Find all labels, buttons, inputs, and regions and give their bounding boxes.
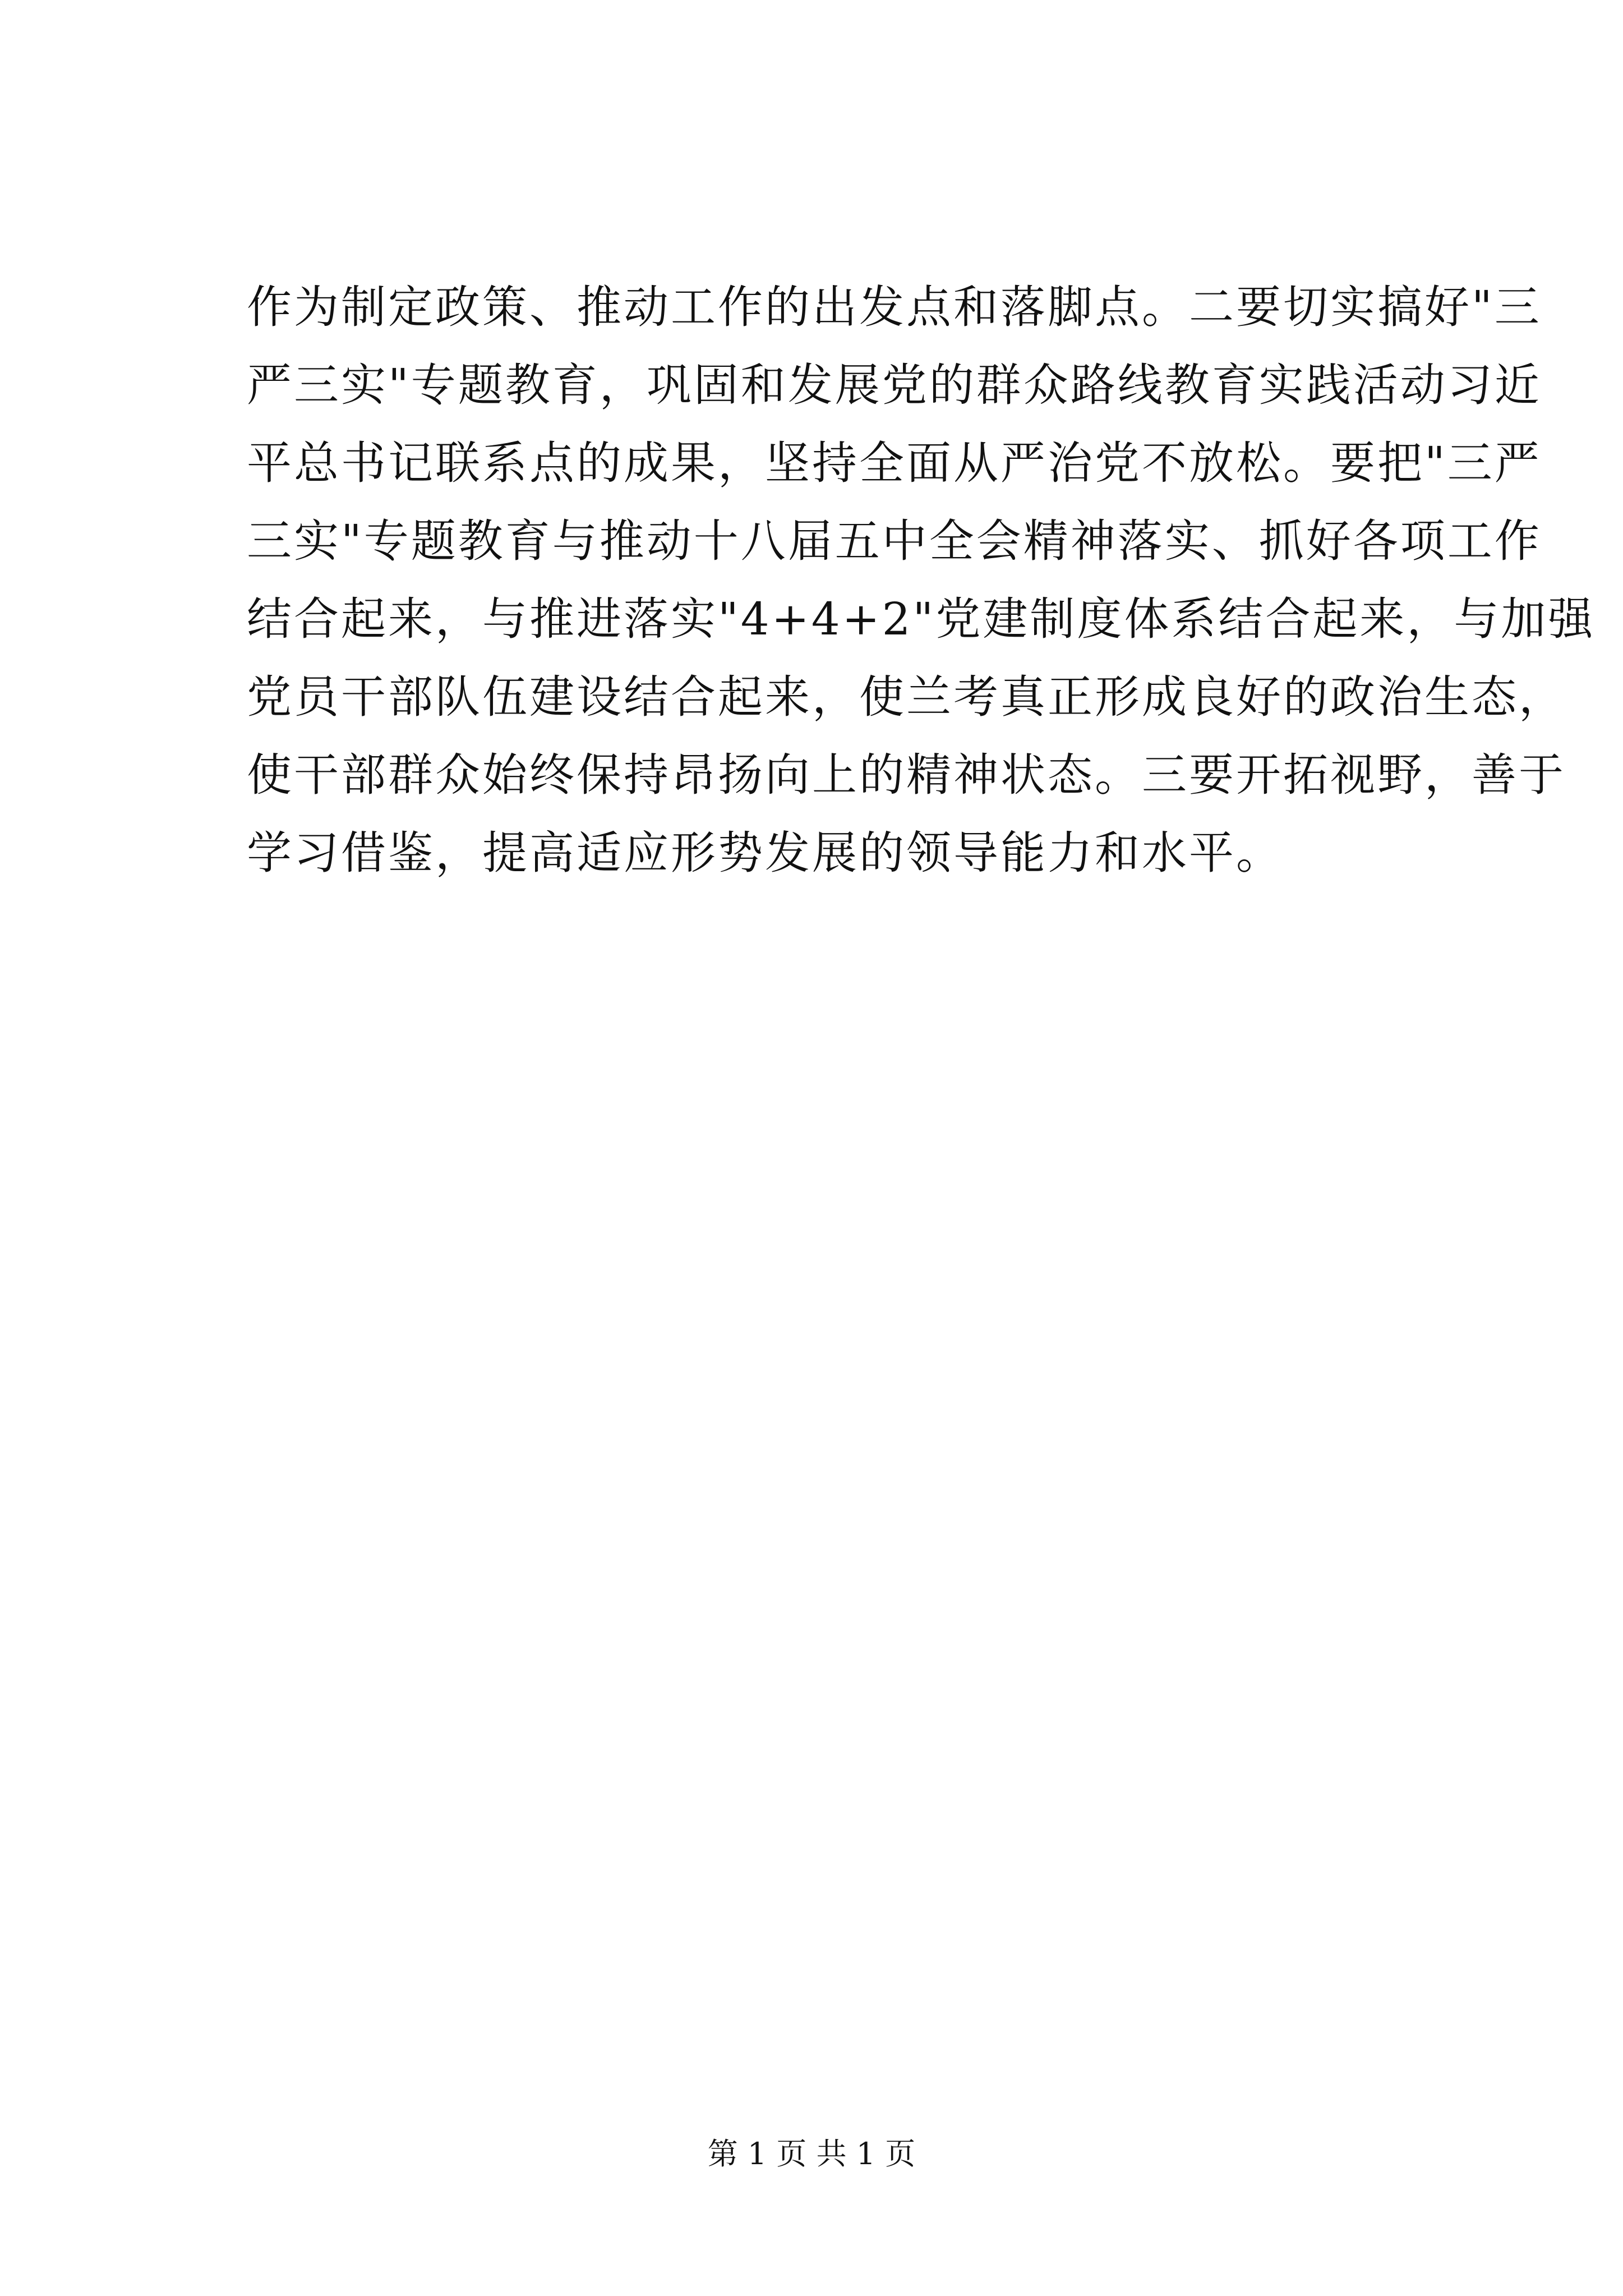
paragraph-line: 使干部群众始终保持昂扬向上的精神状态。三要开拓视野，善于 (247, 749, 1566, 801)
paragraph-line: 作为制定政策、推动工作的出发点和落脚点。二要切实搞好"三 (247, 281, 1542, 333)
body-paragraph (247, 268, 1596, 892)
page-number: 第 1 页 共 1 页 (707, 2136, 916, 2171)
paragraph-line: 学习借鉴，提高适应形势发展的领导能力和水平。 (247, 827, 1283, 879)
paragraph-line: 结合起来，与推进落实"4+4+2"党建制度体系结合起来，与加强 (247, 593, 1596, 645)
paragraph-line: 党员干部队伍建设结合起来，使兰考真正形成良好的政治生态， (247, 671, 1566, 723)
paragraph-line: 三实"专题教育与推动十八届五中全会精神落实、抓好各项工作 (247, 515, 1542, 567)
paragraph-line: 严三实"专题教育，巩固和发展党的群众路线教育实践活动习近 (247, 359, 1542, 411)
paragraph-line: 平总书记联系点的成果，坚持全面从严治党不放松。要把"三严 (247, 437, 1542, 489)
page-footer (0, 2134, 1623, 2174)
